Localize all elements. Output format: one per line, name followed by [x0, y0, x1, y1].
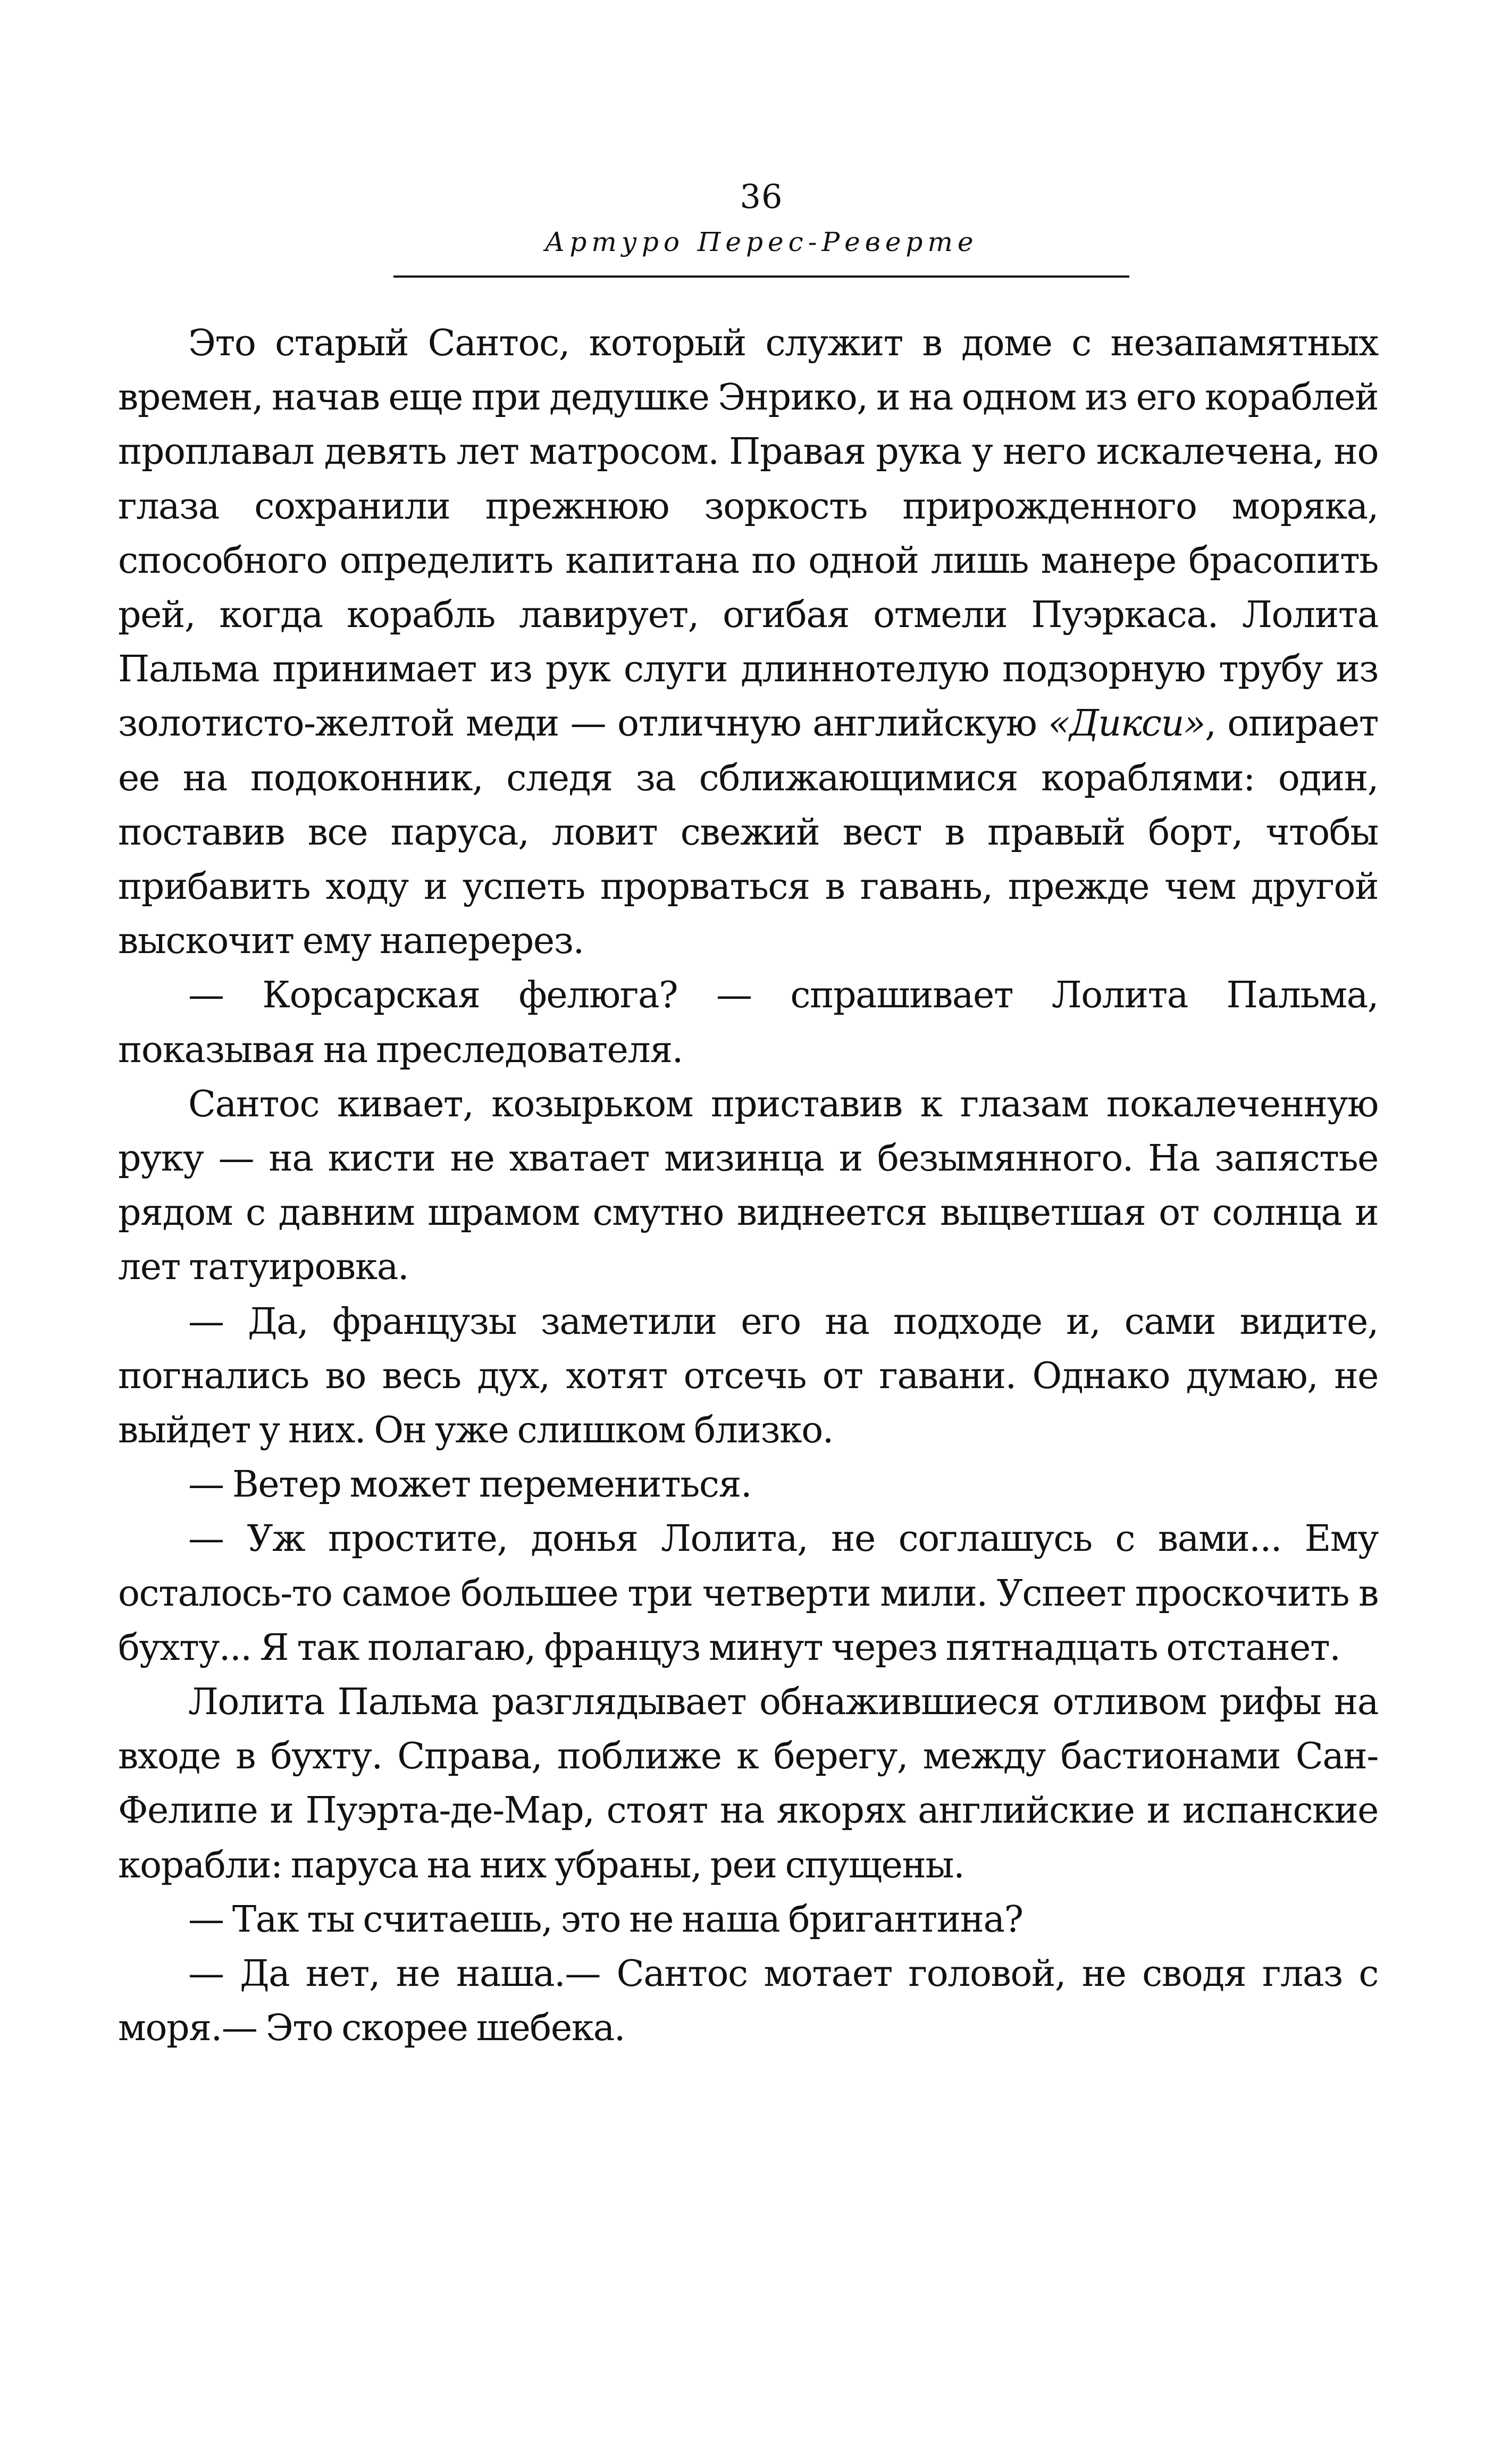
page-header	[393, 176, 1129, 278]
book-title-italic: «Дикси»	[1048, 703, 1205, 745]
dialogue-line: — Да нет, не наша.— Сантос мотает головой, не сводя глаз с моря.— Это скорее шебека.	[118, 1953, 1378, 2050]
dialogue-line: — Корсарская фелюга? — спрашивает Лолита Пальма, показывая на преследователя.	[118, 974, 1378, 1071]
dialogue-line: — Уж простите, донья Лолита, не соглашусь с вами... Ему осталось-то самое большее три четверти мили. Успеет проскочить в бухту... Я так полагаю, француз минут через пятнадцать отстанет.	[118, 1518, 1378, 1669]
body-text	[118, 316, 1378, 2056]
paragraph: Сантос кивает, козырьком приставив к глазам покалеченную руку — на кисти не хватает мизинца и безымянного. На запястье рядом с давним шрамом смутно виднеется выцветшая от солнца и лет татуировка.	[118, 1083, 1378, 1289]
header-divider	[393, 275, 1129, 278]
dialogue-line: — Да, французы заметили его на подходе и, сами видите, погнались во весь дух, хотят отсечь от гавани. Однако думаю, не выйдет у них. Он уже слишком близко.	[118, 1300, 1378, 1452]
dialogue-line: — Ветер может перемениться.	[188, 1464, 752, 1506]
page-number: 36	[740, 177, 783, 216]
paragraph-text: , опирает ее на подоконник, следя за сближающимися кораблями: один, поставив все паруса, ловит свежий вест в правый борт, чтобы прибавить ходу и успеть прорваться в гавань, прежде чем другой выскочит ему наперерез.	[118, 703, 1378, 963]
dialogue-line: — Так ты считаешь, это не наша бригантина?	[188, 1898, 1023, 1941]
paragraph-text: Это старый Сантос, который служит в доме с незапамятных времен, начав еще при дедушке Энрико, и на одном из его кораблей проплавал девять лет матросом. Правая рука у него искалечена, но глаза сохранили прежнюю зоркость прирожденного моряка, способного определить капитана по одной лишь манере брасопить рей, когда корабль лавирует, огибая отмели Пуэркаса. Лолита Пальма принимает из рук слуги длиннотелую подзорную трубу из золотисто-желтой меди — отличную английскую	[118, 322, 1378, 745]
paragraph: Лолита Пальма разглядывает обнажившиеся отливом рифы на входе в бухту. Справа, поближе к берегу, между бастионами Сан-Фелипе и Пуэрта-де-Мар, стоят на якорях английские и испанские корабли: паруса на них убраны, реи спущены.	[118, 1681, 1378, 1886]
running-title: Артуро Перес-Реверте	[544, 227, 978, 257]
paragraph	[118, 316, 1378, 968]
